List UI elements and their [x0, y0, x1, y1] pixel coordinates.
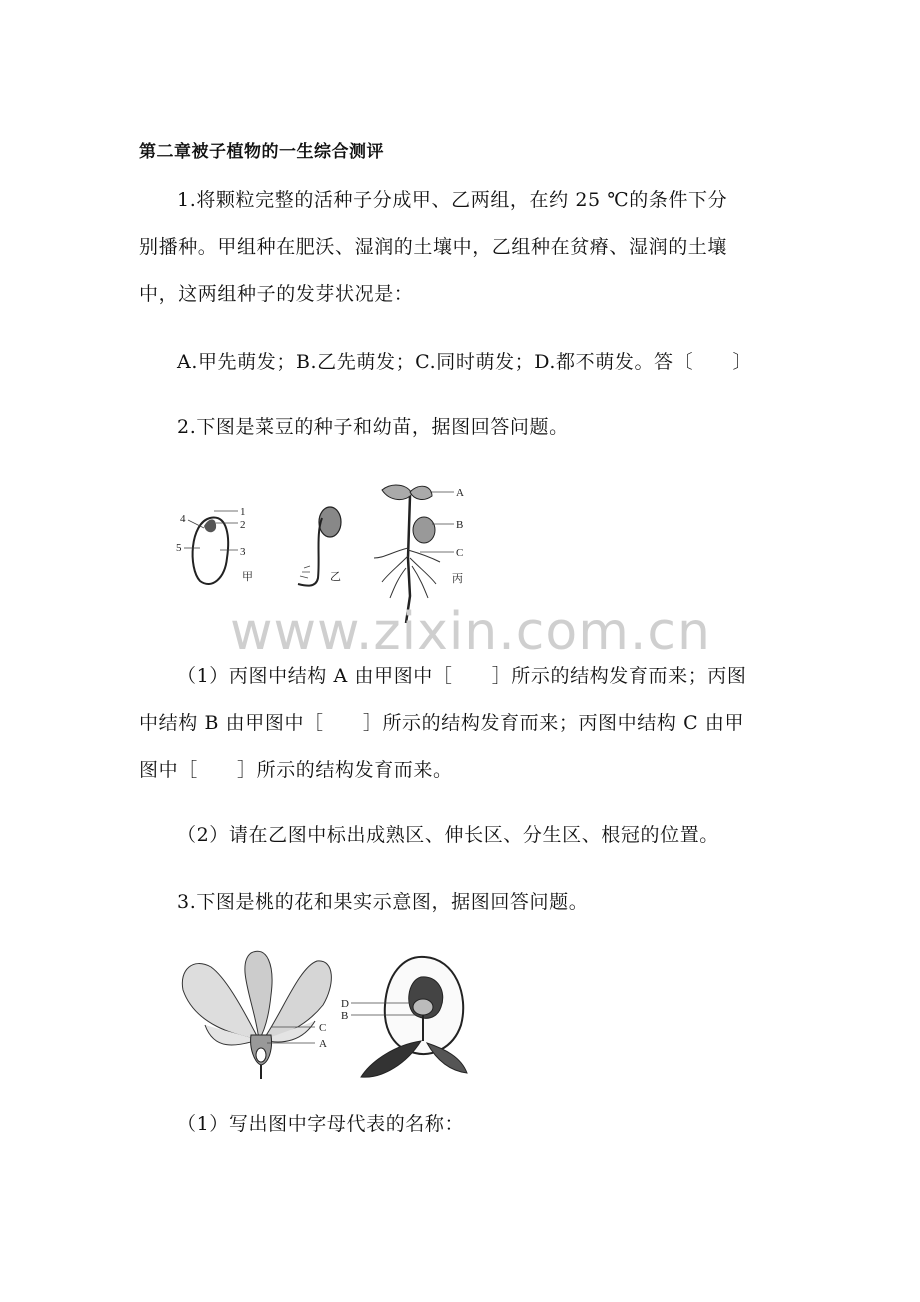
seed-label-4: 4 — [180, 513, 186, 525]
plant-label-bing: 丙 — [452, 573, 463, 585]
q1-line2: 别播种。甲组种在肥沃、湿润的土壤中，乙组种在贫瘠、湿润的土壤 — [139, 236, 728, 258]
peach-flower — [182, 951, 331, 1079]
q2-part2: （2）请在乙图中标出成熟区、伸长区、分生区、根冠的位置。 — [177, 824, 719, 846]
q2-part1-line1: （1）丙图中结构 A 由甲图中［ ］所示的结构发育而来；丙图 — [177, 665, 747, 687]
q3-part1: （1）写出图中字母代表的名称： — [177, 1113, 465, 1135]
watermark: www.zixin.com.cn — [230, 602, 711, 662]
seed-label-jia: 甲 — [242, 571, 253, 583]
fruit-label-d: D — [341, 998, 349, 1010]
peach-fruit — [341, 957, 467, 1077]
seed-label-2: 2 — [240, 519, 246, 531]
seed-label-1: 1 — [240, 506, 246, 518]
seed-jia — [176, 506, 253, 584]
flower-label-c: C — [319, 1022, 327, 1034]
fruit-label-b: B — [341, 1010, 349, 1022]
page-title: 第二章被子植物的一生综合测评 — [139, 142, 384, 162]
q3-intro: 3.下图是桃的花和果实示意图，据图回答问题。 — [177, 891, 589, 913]
q2-part1-line3: 图中［ ］所示的结构发育而来。 — [139, 759, 453, 781]
q1-line1: 1.将颗粒完整的活种子分成甲、乙两组，在约 25 ℃的条件下分 — [177, 189, 728, 211]
peach-figure — [175, 945, 475, 1085]
plant-label-c: C — [456, 547, 464, 559]
seedling-label-yi: 乙 — [330, 571, 341, 583]
seed-label-5: 5 — [176, 542, 182, 554]
plant-label-b: B — [456, 519, 464, 531]
q2-intro: 2.下图是菜豆的种子和幼苗，据图回答问题。 — [177, 416, 569, 438]
seedling-yi — [298, 507, 341, 586]
q2-part1-line2: 中结构 B 由甲图中［ ］所示的结构发育而来；丙图中结构 C 由甲 — [139, 712, 745, 734]
plant-label-a: A — [456, 487, 464, 499]
q1-line3: 中，这两组种子的发芽状况是： — [139, 283, 414, 305]
flower-label-a: A — [319, 1038, 327, 1050]
seed-label-3: 3 — [240, 546, 246, 558]
q1-options: A.甲先萌发；B.乙先萌发；C.同时萌发；D.都不萌发。答〔 〕 — [177, 351, 753, 373]
